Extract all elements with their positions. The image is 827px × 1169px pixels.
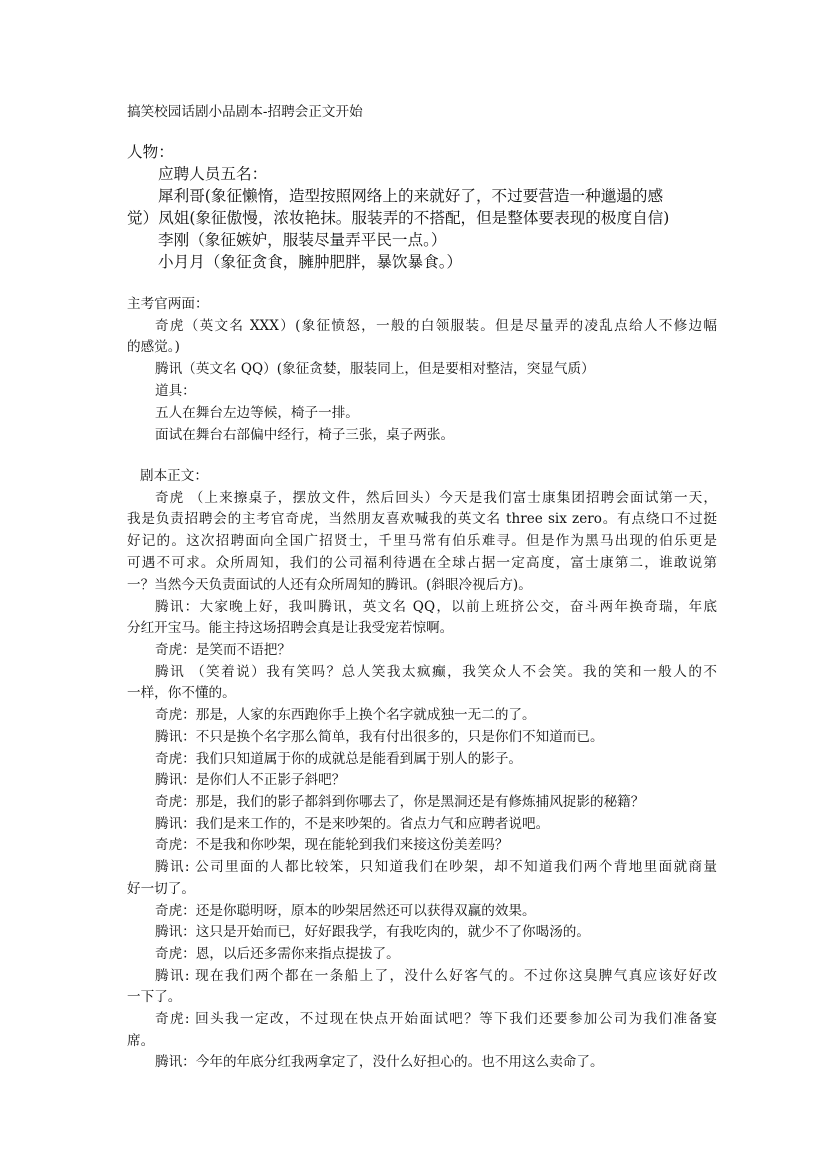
applicant-line: 觉）凤姐(象征傲慢，浓妆艳抹。服装弄的不搭配，但是整体要表现的极度自信) — [127, 209, 670, 227]
script-line: 好记的。这次招聘面向全国广招贤士，千里马常有伯乐难寻。但是作为黑马出现的伯乐更是 — [127, 533, 717, 549]
applicant-line: 李刚（象征嫉妒，服装尽量弄平民一点。） — [158, 231, 447, 249]
script-line: 奇虎：恩，以后还多需你来指点提拔了。 — [155, 946, 400, 962]
script-line: 好一切了。 — [127, 881, 195, 897]
script-line: 奇虎：不是我和你吵架，现在能轮到我们来接这份美差吗？ — [155, 837, 509, 853]
examiner-line: 面试在舞台右部偏中经行，椅子三张，桌子两张。 — [155, 427, 455, 443]
script-line: 腾讯: 现在我们两个都在一条船上了，没什么好客气的。不过你这臭脾气真应该好好改 — [155, 968, 717, 984]
script-line: 腾讯：是你们人不正影子斜吧？ — [155, 772, 346, 788]
examiner-line: 奇虎（英文名 XXX）(象征愤怒，一般的白领服装。但是尽量弄的凌乱点给人不修边幅 — [155, 318, 717, 334]
script-line: 腾讯：我们是来工作的，不是来吵架的。省点力气和应聘者说吧。 — [155, 816, 550, 832]
script-line: 腾讯: 公司里面的人都比较笨，只知道我们在吵架，却不知道我们两个背地里面就商量 — [155, 859, 717, 875]
script-line: 奇虎: 回头我一定改，不过现在快点开始面试吧？等下我们还要参加公司为我们准备宴 — [155, 1011, 717, 1027]
script-line: 可遇不可求。众所周知，我们的公司福利待遇在全球占据一定高度，富士康第二，谁敢说第 — [127, 555, 717, 571]
applicants-heading: 应聘人员五名： — [158, 165, 268, 183]
examiner-line: 的感觉。) — [127, 339, 180, 355]
script-line: 一？当然今天负责面试的人还有众所周知的腾讯。(斜眼冷视后方)。 — [127, 577, 532, 593]
script-line: 奇虎：还是你聪明呀，原本的吵架居然还可以获得双赢的效果。 — [155, 903, 536, 919]
script-line: 分红开宝马。能主持这场招聘会真是让我受宠若惊啊。 — [127, 620, 454, 636]
props-heading: 道具： — [155, 383, 196, 399]
examiner-line: 腾讯（英文名 QQ）(象征贪婪，服装同上，但是要相对整洁，突显气质） — [155, 361, 595, 377]
script-line: 席。 — [127, 1033, 155, 1049]
script-line: 奇虎：那是，我们的影子都斜到你哪去了，你是黑洞还是有修炼捕风捉影的秘籍？ — [155, 794, 645, 810]
characters-heading: 人物： — [127, 143, 174, 161]
script-line: 腾讯：不只是换个名字那么简单，我有付出很多的，只是你们不知道而已。 — [155, 729, 604, 745]
applicant-line: 小月月（象征贪食，臃肿肥胖，暴饮暴食。） — [158, 253, 463, 271]
script-line: 我是负责招聘会的主考官奇虎，当然朋友喜欢喊我的英文名 three six zero。有点绕口不过挺 — [127, 511, 717, 527]
script-heading: 剧本正文： — [140, 468, 208, 484]
script-line: 奇虎：那是，人家的东西跑你手上换个名字就成独一无二的了。 — [155, 707, 536, 723]
applicant-line: 犀利哥(象征懒惰，造型按照网络上的来就好了，不过要营造一种邋遢的感 — [158, 187, 664, 205]
script-line: 奇虎：我们只知道属于你的成就总是能看到属于别人的影子。 — [155, 751, 523, 767]
examiner-line: 五人在舞台左边等候，椅子一排。 — [155, 405, 359, 421]
script-line: 腾讯 （笑着说）我有笑吗？总人笑我太疯癫，我笑众人不会笑。我的笑和一般人的不 — [155, 664, 717, 680]
document-title: 搞笑校园话剧小品剧本-招聘会正文开始 — [127, 104, 363, 120]
script-line: 一样，你不懂的。 — [127, 685, 236, 701]
script-line: 奇虎 （上来擦桌子，摆放文件，然后回头）今天是我们富士康集团招聘会面试第一天， — [155, 490, 717, 506]
script-line: 一下了。 — [127, 989, 182, 1005]
script-line: 奇虎：是笑而不语把？ — [155, 642, 291, 658]
script-line: 腾讯：今年的年底分红我两拿定了，没什么好担心的。也不用这么卖命了。 — [155, 1054, 604, 1070]
script-line: 腾讯：大家晚上好，我叫腾讯，英文名 QQ，以前上班挤公交，奋斗两年换奇瑞，年底 — [155, 599, 717, 615]
script-line: 腾讯：这只是开始而已，好好跟我学，有我吃肉的，就少不了你喝汤的。 — [155, 924, 590, 940]
examiners-heading: 主考官两面： — [127, 296, 209, 312]
